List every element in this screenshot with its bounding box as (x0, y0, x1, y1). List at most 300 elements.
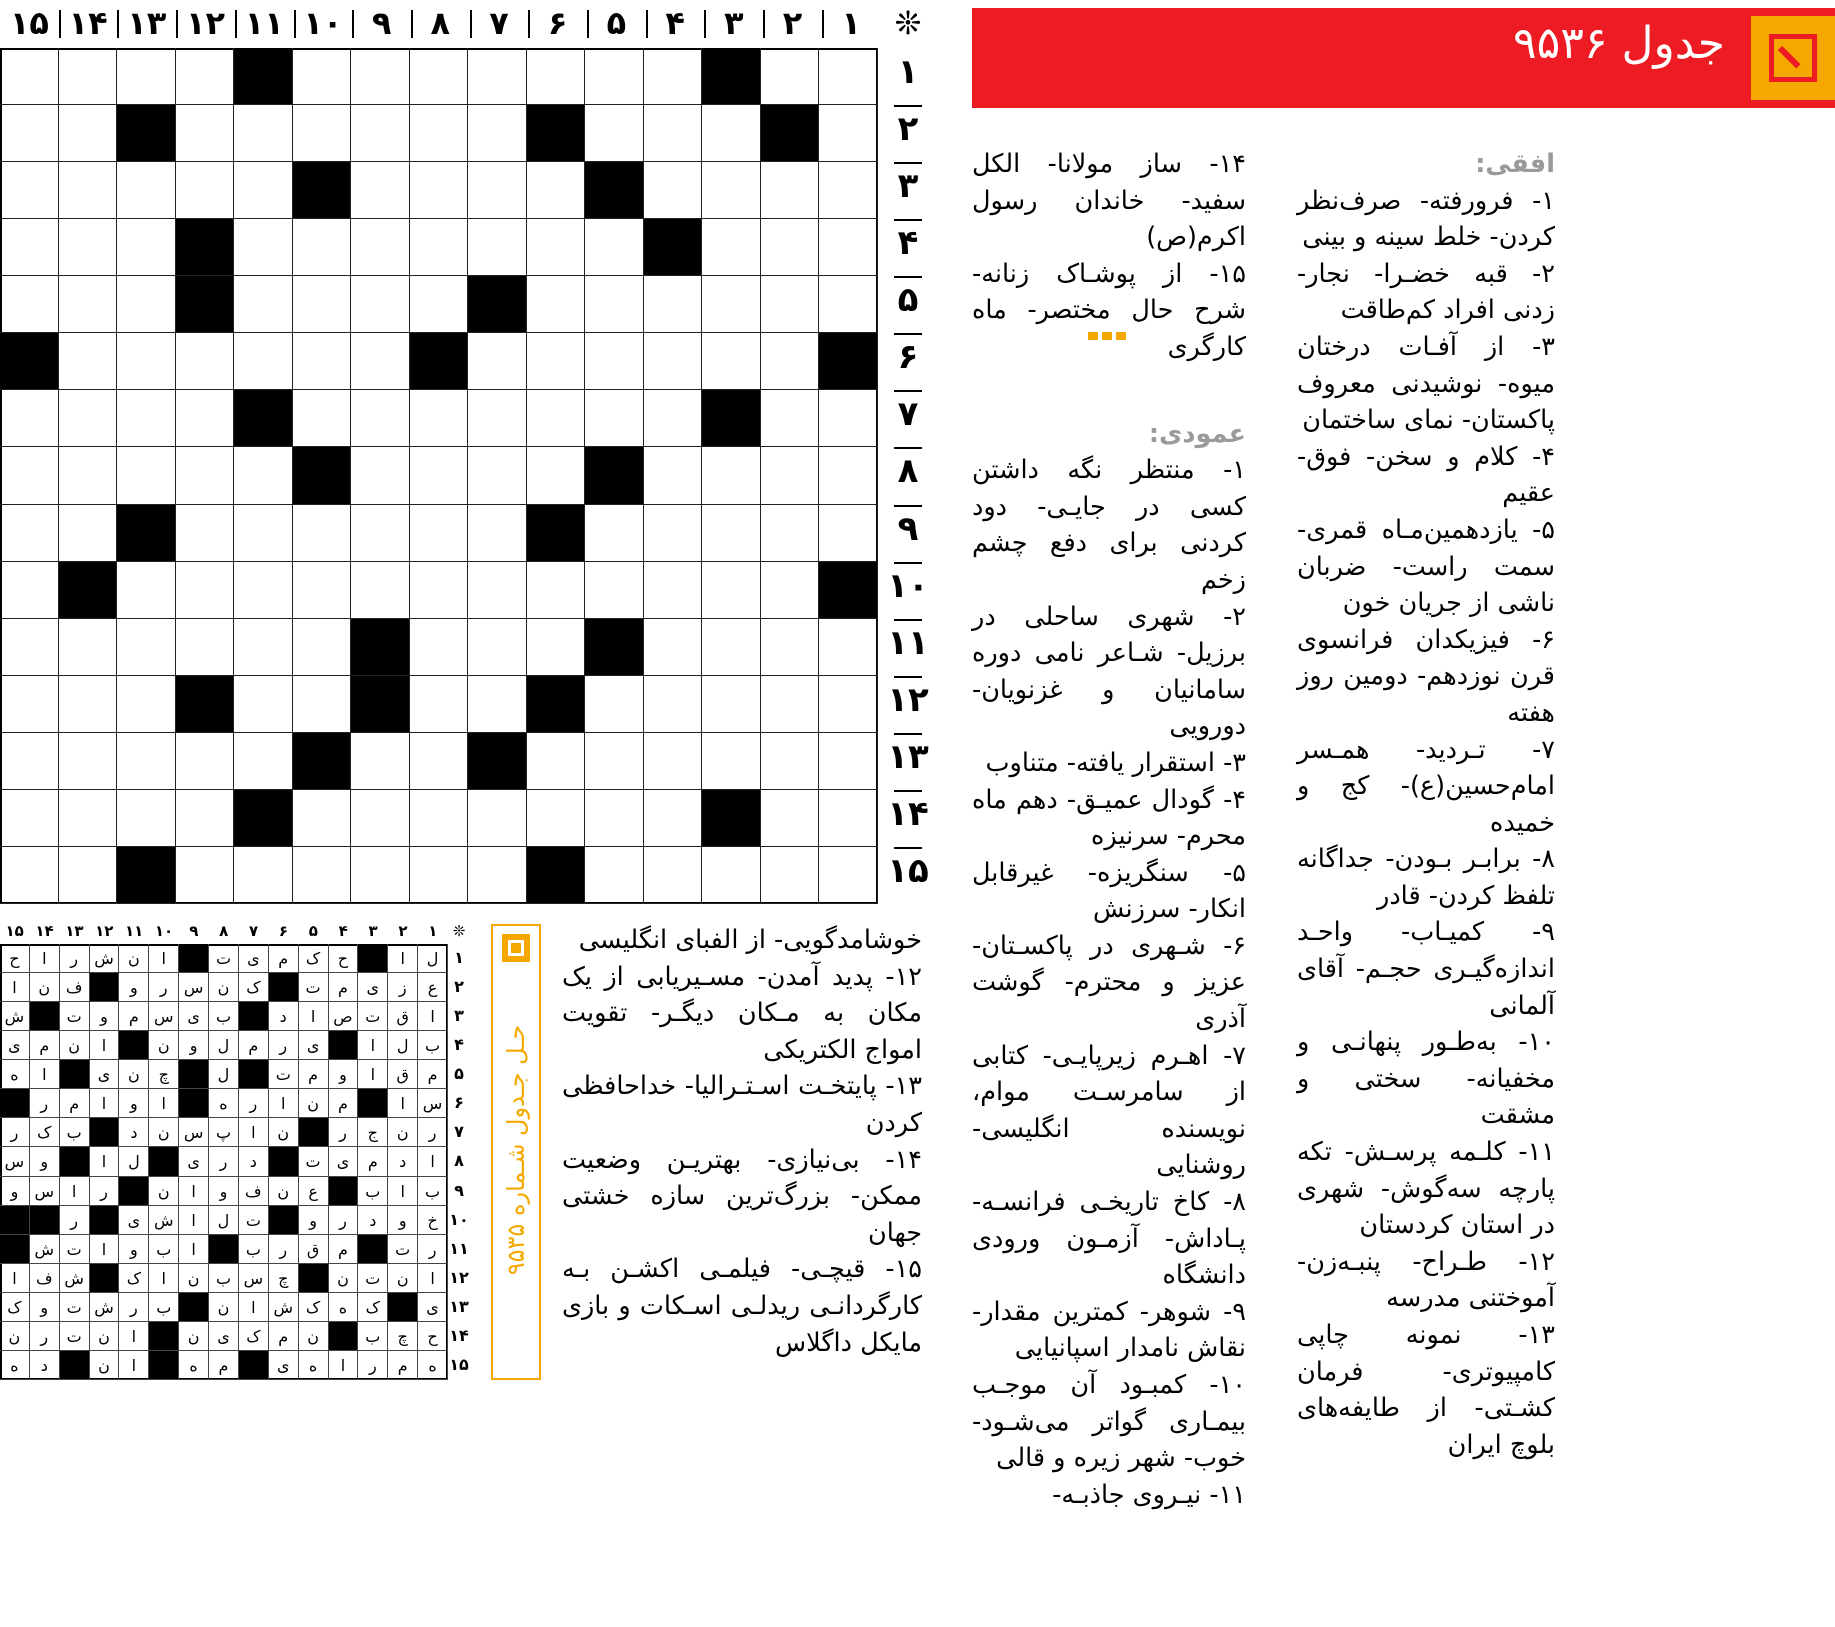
column-number: ۴ (665, 4, 685, 42)
black-cell (585, 619, 644, 676)
grid-cell[interactable] (468, 48, 527, 105)
grid-cell[interactable] (585, 562, 644, 619)
grid-cell[interactable] (117, 733, 176, 790)
grid-cell[interactable] (293, 847, 352, 904)
grid-cell[interactable] (527, 219, 586, 276)
grid-cell[interactable] (117, 219, 176, 276)
grid-cell[interactable] (585, 390, 644, 447)
grid-cell[interactable] (468, 619, 527, 676)
grid-cell[interactable] (0, 48, 59, 105)
grid-cell[interactable] (176, 505, 235, 562)
grid-cell[interactable] (410, 276, 469, 333)
grid-cell[interactable] (176, 105, 235, 162)
grid-cell[interactable] (293, 219, 352, 276)
solution-cell: ا (30, 1060, 60, 1089)
solution-cell: د (269, 1002, 299, 1031)
grid-cell[interactable] (761, 219, 820, 276)
grid-cell[interactable] (234, 847, 293, 904)
grid-cell[interactable] (702, 505, 761, 562)
solution-cell: د (358, 1206, 388, 1235)
solution-cell: ر (418, 1235, 448, 1264)
grid-cell[interactable] (0, 790, 59, 847)
grid-cell[interactable] (410, 105, 469, 162)
solution-cell: ا (0, 1264, 30, 1293)
solution-row-number: ۱۵ (449, 1354, 469, 1374)
grid-cell[interactable] (59, 847, 118, 904)
grid-cell[interactable] (527, 447, 586, 504)
grid-cell[interactable] (761, 733, 820, 790)
grid-cell[interactable] (761, 790, 820, 847)
grid-cell[interactable] (761, 505, 820, 562)
grid-cell[interactable] (410, 447, 469, 504)
row-number: ۴ (897, 223, 919, 264)
grid-cell[interactable] (761, 276, 820, 333)
grid-cell[interactable] (176, 333, 235, 390)
solution-row-number: ۸ (454, 1151, 464, 1171)
grid-cell[interactable] (0, 162, 59, 219)
row-numbers (880, 48, 936, 904)
solution-cell: ر (269, 1031, 299, 1060)
grid-cell[interactable] (176, 48, 235, 105)
grid-cell[interactable] (0, 390, 59, 447)
grid-cell[interactable] (702, 676, 761, 733)
grid-cell[interactable] (585, 790, 644, 847)
grid-cell[interactable] (59, 619, 118, 676)
grid-cell[interactable] (585, 505, 644, 562)
crossword-grid[interactable] (0, 48, 878, 904)
grid-cell[interactable] (351, 847, 410, 904)
grid-cell[interactable] (527, 619, 586, 676)
column-numbers (0, 0, 930, 48)
grid-cell[interactable] (761, 48, 820, 105)
column-number: ۳ (724, 4, 744, 42)
grid-cell[interactable] (234, 276, 293, 333)
grid-cell[interactable] (702, 847, 761, 904)
down-clues-column-continued (562, 922, 922, 1361)
grid-cell[interactable] (644, 676, 703, 733)
solution-cell: ه (329, 1293, 359, 1322)
black-cell (644, 219, 703, 276)
grid-cell[interactable] (468, 390, 527, 447)
grid-cell[interactable] (527, 276, 586, 333)
grid-cell[interactable] (59, 447, 118, 504)
grid-cell[interactable] (234, 505, 293, 562)
grid-cell[interactable] (702, 733, 761, 790)
grid-cell[interactable] (0, 505, 59, 562)
grid-cell[interactable] (59, 105, 118, 162)
grid-cell[interactable] (234, 162, 293, 219)
grid-cell[interactable] (702, 619, 761, 676)
solution-black-cell (299, 1264, 329, 1293)
grid-cell[interactable] (644, 48, 703, 105)
row-number: ۱ (897, 52, 919, 92)
grid-cell[interactable] (819, 162, 878, 219)
grid-cell[interactable] (234, 447, 293, 504)
grid-cell[interactable] (351, 447, 410, 504)
solution-cell: خ (418, 1206, 448, 1235)
column-number: ۱ (841, 4, 861, 42)
grid-cell[interactable] (468, 676, 527, 733)
grid-cell[interactable] (585, 105, 644, 162)
row-separator (894, 562, 922, 564)
grid-cell[interactable] (293, 276, 352, 333)
grid-cell[interactable] (761, 390, 820, 447)
grid-cell[interactable] (0, 619, 59, 676)
grid-cell[interactable] (410, 847, 469, 904)
grid-cell[interactable] (234, 733, 293, 790)
grid-cell[interactable] (527, 390, 586, 447)
grid-cell[interactable] (702, 333, 761, 390)
grid-cell[interactable] (644, 447, 703, 504)
solution-cell: ق (388, 1060, 418, 1089)
grid-cell[interactable] (468, 447, 527, 504)
solution-cell: ر (239, 1089, 269, 1118)
grid-cell[interactable] (0, 562, 59, 619)
grid-cell[interactable] (59, 676, 118, 733)
grid-cell[interactable] (527, 790, 586, 847)
grid-cell[interactable] (293, 676, 352, 733)
across-clue: ۷- تـردید- همـسر امام‌حسین(ع)- کج و خمیده (1297, 734, 1555, 838)
grid-cell[interactable] (761, 562, 820, 619)
grid-cell[interactable] (644, 505, 703, 562)
grid-cell[interactable] (819, 105, 878, 162)
solution-cell: ن (149, 1118, 179, 1147)
row-separator (894, 105, 922, 107)
across-clue-list (1297, 183, 1555, 1464)
grid-cell[interactable] (234, 562, 293, 619)
grid-cell[interactable] (410, 505, 469, 562)
solution-cell: و (30, 1293, 60, 1322)
black-cell (117, 847, 176, 904)
grid-cell[interactable] (293, 48, 352, 105)
grid-cell[interactable] (761, 619, 820, 676)
solution-cell: د (30, 1351, 60, 1380)
grid-cell[interactable] (761, 676, 820, 733)
grid-cell[interactable] (351, 219, 410, 276)
grid-cell[interactable] (702, 105, 761, 162)
row-separator (894, 676, 922, 678)
solution-cell: م (239, 1031, 269, 1060)
grid-cell[interactable] (176, 733, 235, 790)
grid-cell[interactable] (117, 333, 176, 390)
grid-cell[interactable] (59, 505, 118, 562)
grid-cell[interactable] (293, 390, 352, 447)
grid-cell[interactable] (0, 676, 59, 733)
grid-cell[interactable] (527, 733, 586, 790)
grid-cell[interactable] (0, 847, 59, 904)
grid-cell[interactable] (585, 276, 644, 333)
solution-row-number: ۱۱ (449, 1238, 469, 1258)
solution-column-number: ۷ (248, 922, 259, 940)
row-number: ۸ (897, 451, 919, 492)
grid-cell[interactable] (410, 562, 469, 619)
grid-cell[interactable] (117, 162, 176, 219)
grid-cell[interactable] (351, 162, 410, 219)
down-clue: ۱۲- پدید آمدن- مسـیریابی از یک مکان به مـکان دیگـر- تقویت امواج الکتریکی (562, 961, 922, 1065)
grid-cell[interactable] (702, 562, 761, 619)
grid-cell[interactable] (410, 390, 469, 447)
grid-cell[interactable] (527, 162, 586, 219)
solution-cell: ر (149, 973, 179, 1002)
solution-cell: م (329, 973, 359, 1002)
grid-cell[interactable] (761, 333, 820, 390)
solution-column-number: ۹ (189, 922, 199, 940)
solution-cell: ی (269, 1351, 299, 1380)
grid-cell[interactable] (351, 333, 410, 390)
solution-cell: ع (299, 1177, 329, 1206)
grid-cell[interactable] (410, 676, 469, 733)
solution-cell: ن (179, 1264, 209, 1293)
grid-cell[interactable] (644, 162, 703, 219)
down-clue: ۱۳- پایتخـت اسـتـرالیا- خداحافظی کردن (562, 1071, 922, 1138)
grid-cell[interactable] (59, 276, 118, 333)
grid-cell[interactable] (117, 790, 176, 847)
solution-cell: چ (149, 1060, 179, 1089)
grid-cell[interactable] (351, 105, 410, 162)
grid-cell[interactable] (819, 505, 878, 562)
solution-cell: ی (0, 1031, 30, 1060)
grid-cell[interactable] (293, 562, 352, 619)
down-heading: عمودی: (1148, 418, 1246, 449)
grid-cell[interactable] (819, 619, 878, 676)
solution-cell: س (179, 1118, 209, 1147)
grid-cell[interactable] (702, 219, 761, 276)
solution-cell: ص (329, 1002, 359, 1031)
grid-cell[interactable] (468, 333, 527, 390)
grid-cell[interactable] (585, 219, 644, 276)
column-number: ۱۲ (185, 4, 226, 42)
grid-cell[interactable] (468, 847, 527, 904)
black-cell (176, 219, 235, 276)
black-cell (468, 276, 527, 333)
grid-cell[interactable] (234, 219, 293, 276)
grid-cell[interactable] (761, 847, 820, 904)
grid-cell[interactable] (702, 447, 761, 504)
grid-cell[interactable] (351, 790, 410, 847)
grid-cell[interactable] (702, 276, 761, 333)
grid-cell[interactable] (644, 562, 703, 619)
grid-cell[interactable] (293, 333, 352, 390)
grid-cell[interactable] (819, 447, 878, 504)
grid-cell[interactable] (117, 390, 176, 447)
grid-cell[interactable] (585, 676, 644, 733)
solution-cell: ر (60, 1206, 90, 1235)
across-heading: افقی: (1475, 149, 1555, 179)
solution-row-numbers (448, 944, 470, 1380)
solution-cell: ا (90, 1031, 120, 1060)
grid-cell[interactable] (468, 505, 527, 562)
down-clue: ۱۵- قیچـی- فیلمـی اکشـن بـه کارگردانـی ریدلـی اسـکات و بازی مایکل داگلاس (562, 1254, 922, 1358)
solution-black-cell (0, 1235, 30, 1264)
column-separator (235, 10, 237, 38)
grid-cell[interactable] (234, 676, 293, 733)
grid-cell[interactable] (0, 447, 59, 504)
solution-cell: ا (358, 1060, 388, 1089)
solution-cell: ت (239, 1206, 269, 1235)
grid-cell[interactable] (176, 619, 235, 676)
column-separator (176, 10, 178, 38)
column-separator (411, 10, 413, 38)
grid-cell[interactable] (644, 390, 703, 447)
grid-cell[interactable] (410, 219, 469, 276)
grid-cell[interactable] (585, 333, 644, 390)
solution-cell: ا (179, 1177, 209, 1206)
grid-cell[interactable] (0, 105, 59, 162)
column-number: ۵ (606, 4, 627, 42)
black-cell (410, 333, 469, 390)
solution-cell: چ (269, 1264, 299, 1293)
grid-cell[interactable] (585, 48, 644, 105)
grid-cell[interactable] (0, 219, 59, 276)
grid-cell[interactable] (468, 790, 527, 847)
solution-black-cell (358, 1089, 388, 1118)
grid-cell[interactable] (59, 48, 118, 105)
grid-cell[interactable] (644, 733, 703, 790)
grid-cell[interactable] (117, 676, 176, 733)
solution-column-number: ۳ (368, 922, 378, 940)
solution-title: حـل جـدول شـماره ۹۵۳۵ (502, 1024, 530, 1276)
grid-cell[interactable] (59, 333, 118, 390)
black-cell (761, 105, 820, 162)
grid-cell[interactable] (59, 162, 118, 219)
solution-cell: ب (209, 1002, 239, 1031)
down-clue-list (972, 452, 1246, 1513)
solution-black-cell (60, 1060, 90, 1089)
grid-cell[interactable] (819, 790, 878, 847)
solution-cell: ش (149, 1206, 179, 1235)
solution-cell: ب (209, 1264, 239, 1293)
solution-cell: ا (418, 1264, 448, 1293)
grid-cell[interactable] (176, 790, 235, 847)
solution-cell: و (299, 1206, 329, 1235)
solution-cell: ت (299, 973, 329, 1002)
grid-cell[interactable] (351, 48, 410, 105)
grid-cell[interactable] (410, 48, 469, 105)
solution-cell: د (119, 1118, 149, 1147)
grid-cell[interactable] (819, 276, 878, 333)
solution-cell: ب (149, 1235, 179, 1264)
grid-cell[interactable] (117, 562, 176, 619)
solution-column-number: ۵ (308, 922, 318, 940)
grid-cell[interactable] (644, 847, 703, 904)
grid-cell[interactable] (644, 333, 703, 390)
grid-cell[interactable] (293, 505, 352, 562)
row-separator (894, 790, 922, 792)
column-number: ۱۳ (127, 4, 167, 42)
grid-cell[interactable] (702, 162, 761, 219)
across-clue: ۵- یازدهمین‌مـاه قمری- سمت راست- ضربان ناشی از جریان خون (1297, 514, 1555, 619)
row-number: ۵ (897, 280, 919, 321)
solution-cell: ن (119, 944, 149, 973)
grid-cell[interactable] (819, 48, 878, 105)
grid-cell[interactable] (468, 162, 527, 219)
grid-cell[interactable] (176, 847, 235, 904)
grid-cell[interactable] (527, 48, 586, 105)
grid-cell[interactable] (644, 619, 703, 676)
grid-cell[interactable] (351, 562, 410, 619)
solution-cell: ت (60, 1293, 90, 1322)
grid-cell[interactable] (117, 48, 176, 105)
column-separator (528, 10, 530, 38)
grid-cell[interactable] (527, 333, 586, 390)
solution-cell: ا (149, 944, 179, 973)
grid-cell[interactable] (468, 219, 527, 276)
grid-cell[interactable] (293, 105, 352, 162)
grid-cell[interactable] (176, 447, 235, 504)
solution-cell: ی (179, 1002, 209, 1031)
solution-cell: ک (239, 1322, 269, 1351)
grid-cell[interactable] (59, 733, 118, 790)
grid-cell[interactable] (351, 390, 410, 447)
grid-cell[interactable] (117, 276, 176, 333)
grid-cell[interactable] (527, 562, 586, 619)
solution-cell: ه (299, 1351, 329, 1380)
grid-cell[interactable] (293, 619, 352, 676)
grid-cell[interactable] (351, 733, 410, 790)
solution-cell: س (149, 1002, 179, 1031)
grid-cell[interactable] (819, 390, 878, 447)
grid-cell[interactable] (59, 219, 118, 276)
grid-cell[interactable] (410, 733, 469, 790)
grid-cell[interactable] (59, 790, 118, 847)
grid-cell[interactable] (819, 733, 878, 790)
column-number: ۱۱ (244, 4, 284, 42)
grid-cell[interactable] (410, 619, 469, 676)
grid-cell[interactable] (410, 790, 469, 847)
solution-cell: و (90, 1002, 120, 1031)
grid-cell[interactable] (117, 619, 176, 676)
grid-cell[interactable] (585, 847, 644, 904)
solution-black-cell (0, 1089, 30, 1118)
grid-cell[interactable] (176, 162, 235, 219)
grid-cell[interactable] (410, 162, 469, 219)
grid-cell[interactable] (644, 105, 703, 162)
grid-cell[interactable] (819, 219, 878, 276)
solution-cell: ا (60, 1177, 90, 1206)
grid-cell[interactable] (351, 276, 410, 333)
across-clue: ۲- قبه خضـرا- نجار- زدنی افراد کم‌طاقت (1297, 258, 1555, 326)
grid-cell[interactable] (234, 333, 293, 390)
grid-cell[interactable] (234, 105, 293, 162)
down-clue: ۷- اهـرم زیرپایـی- کتابی از سامرسـت موام، نویسنده انگلیسی- روشنایی (972, 1040, 1246, 1181)
solution-cell: ا (119, 1351, 149, 1380)
grid-cell[interactable] (819, 847, 878, 904)
grid-cell[interactable] (176, 390, 235, 447)
solution-cell: ا (269, 1089, 299, 1118)
grid-cell[interactable] (644, 276, 703, 333)
grid-cell[interactable] (59, 390, 118, 447)
grid-cell[interactable] (644, 790, 703, 847)
grid-cell[interactable] (585, 733, 644, 790)
grid-cell[interactable] (351, 505, 410, 562)
grid-cell[interactable] (117, 447, 176, 504)
solution-cell: و (30, 1147, 60, 1176)
grid-cell[interactable] (761, 162, 820, 219)
black-cell (234, 790, 293, 847)
across-clues-column (1297, 146, 1555, 1463)
grid-cell[interactable] (0, 733, 59, 790)
grid-cell[interactable] (761, 447, 820, 504)
grid-cell[interactable] (468, 105, 527, 162)
solution-cell: ب (149, 1293, 179, 1322)
grid-cell[interactable] (234, 619, 293, 676)
grid-cell[interactable] (293, 790, 352, 847)
grid-cell[interactable] (819, 676, 878, 733)
grid-cell[interactable] (176, 562, 235, 619)
grid-cell[interactable] (0, 276, 59, 333)
grid-cell[interactable] (468, 562, 527, 619)
down-clue: ۳- استقرار یافته- متناوب (985, 747, 1246, 778)
